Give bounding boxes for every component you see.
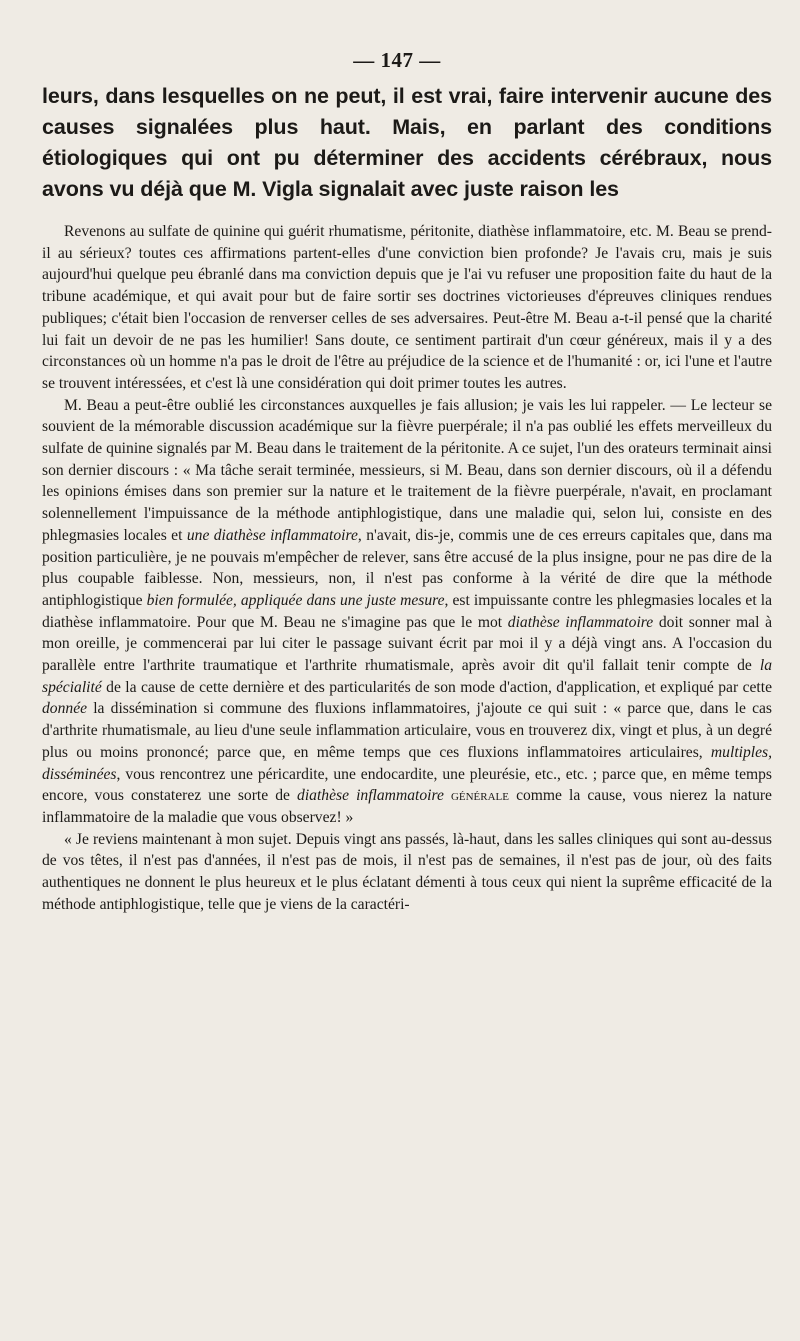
- text-run: comme la cause, vous nierez la nature inflammatoire de la maladie que vous observez! »: [42, 787, 772, 826]
- body-paragraph: [42, 829, 772, 916]
- italic-phrase: une diathèse inflammatoire: [186, 526, 358, 544]
- italic-phrase: multiples, disséminées: [42, 743, 772, 783]
- text-run: Revenons au sulfate de quinine qui guérit rhumatisme, péritonite, diathèse inflammatoire, etc. M. Beau se prend-il au sérieux? toutes ces affirmations partent-elles d'une conviction bien profonde? Je l'avais cru, mais je suis aujourd'hui quelque peu ébranlé dans ma conviction depuis que je l'ai vu refuser une proposition faite du haut de la tribune académique, et qui avait pour but de faire sortir ses doctrines victorieuses d'épreuves cliniques rendues publiques; c'était bien l'occasion de renverser celles de ses adversaires. Peut-être M. Beau a-t-il pensé que la charité lui fait un devoir de ne pas les humilier! Sans doute, ce sentiment partirait d'un cœur généreux, mais il y a des circonstances où un homme n'a pas le droit de l'être au préjudice de la science et de l'humanité : or, ici l'une et l'autre se trouvent intéressées, et c'est là une considération qui doit primer toutes les autres.: [42, 223, 772, 392]
- text-run: de la cause de cette dernière et des particularités de son mode d'action, d'application, et expliqué par cette: [101, 678, 772, 696]
- italic-phrase: donnée: [42, 700, 88, 718]
- small-caps-word: générale: [450, 787, 509, 805]
- text-run: , n'avait, dis-je, commis une de ces erreurs capitales que, dans ma position particulière, je ne pouvais m'empêcher de relever, sans être accusé de la plus insigne, pour ne pas dire de la plus coupable faiblesse. Non, messieurs, non, il n'est pas conforme à la vérité de dire que la méthode antiphlogistique: [42, 526, 772, 609]
- text-run: « Je reviens maintenant à mon sujet. Depuis vingt ans passés, là-haut, dans les salles cliniques qui sont au-dessus de vos têtes, il n'est pas d'années, il n'est pas de mois, il n'est pas de semaines, il n'est pas de jour, où des faits authentiques ne donnent le plus heureux et le plus éclatant démenti à tous ceux qui nient la suprême efficacité de la méthode antiphlogistique, telle que je viens de la caractéri-: [42, 830, 772, 913]
- text-run: , est impuissante contre les phlegmasies locales et la diathèse inflammatoire. Pour que M. Beau ne s'imagine pas que le mot: [42, 591, 772, 631]
- text-run: [444, 787, 451, 804]
- text-run: , vous rencontrez une péricardite, une endocardite, une pleurésie, etc., etc. ; parce que, en même temps encore, vous constaterez une sorte de: [42, 765, 772, 805]
- body-paragraph: [42, 395, 772, 829]
- text-run: M. Beau a peut-être oublié les circonstances auxquelles je fais allusion; je vais les lui rappeler. — Le lecteur se souvient de la mémorable discussion académique sur la fièvre puerpérale; il n'a pas oublié les effets merveilleux du sulfate de quinine signalés par M. Beau dans le traitement de la péritonite. A ce sujet, l'un des orateurs terminait ainsi son dernier discours : « Ma tâche serait terminée, messieurs, si M. Beau, dans son dernier discours, où il a défendu les opinions émises dans son premier sur la nature et le traitement de la fièvre puerpérale, n'avait, en proclamant solennellement l'impuissance de la méthode antiphlogistique, dans une maladie qui, selon lui, consiste en des phlegmasies locales et: [42, 396, 772, 544]
- small-print-body: [42, 221, 772, 916]
- text-run: la dissémination si commune des fluxions inflammatoires, j'ajoute ce qui suit : « parce que, dans le cas d'arthrite rhumatismale, au lieu d'une seule inflammation articulaire, vous en trouverez dix, vingt et plus, à un degré plus ou moins prononcé; parce que, en même temps que ces fluxions inflammatoires articulaires,: [42, 700, 772, 761]
- italic-phrase: bien formulée, appliquée dans une juste mesure: [146, 591, 445, 609]
- text-run: doit sonner mal à mon oreille, je commencerai par lui citer le passage suivant écrit par moi il y a déjà vingt ans. A l'occasion du parallèle entre l'arthrite traumatique et l'arthrite rhumatismale, après avoir dit qu'il fallait tenir compte de: [42, 613, 772, 675]
- page-number: — 147 —: [353, 48, 441, 72]
- body-paragraph: [42, 221, 772, 395]
- italic-phrase: diathèse inflammatoire: [507, 613, 654, 631]
- italic-phrase: diathèse inflammatoire: [297, 787, 444, 805]
- lead-paragraph: leurs, dans lesquelles on ne peut, il est vrai, faire intervenir aucune des causes signalées plus haut. Mais, en parlant des conditions étiologiques qui ont pu déterminer des accidents cérébraux, nous avons vu déjà que M. Vigla signalait avec juste raison les: [42, 84, 772, 201]
- italic-phrase: la spécialité: [42, 657, 772, 696]
